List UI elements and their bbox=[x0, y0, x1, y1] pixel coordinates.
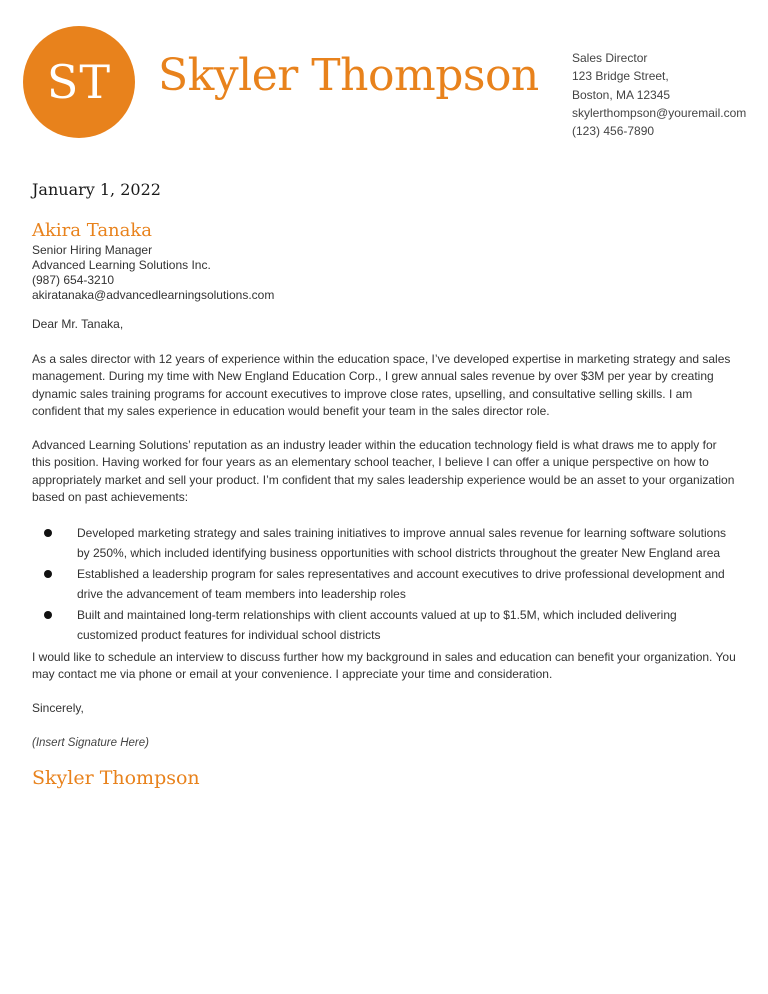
bullet-icon bbox=[44, 529, 52, 537]
achievement-text: Built and maintained long-term relationships with client accounts valued at up to $1.5M, which included delivering customized product features for individual school districts bbox=[77, 607, 677, 642]
recipient-phone: (987) 654-3210 bbox=[32, 273, 115, 287]
letter-header bbox=[0, 0, 768, 150]
salutation: Dear Mr. Tanaka, bbox=[32, 317, 124, 331]
paragraph-motivation: Advanced Learning Solutions’ reputation as an industry leader within the education technology field is what draws me to apply for this position. Having worked for four years as an elementary school teacher, I believe I can offer a unique perspective on how to appropriately market and sell your product. I’m confident that my sales leadership experience would be an asset to your organization based on past achievements: bbox=[32, 437, 735, 504]
paragraph-closing: I would like to schedule an interview to discuss further how my background in sales and education can benefit your organization. You may contact me via phone or email at your convenience. I appreciate your time and consideration. bbox=[32, 649, 736, 681]
monogram-initials: ST bbox=[46, 55, 112, 109]
list-item bbox=[32, 523, 738, 564]
achievements-list bbox=[32, 523, 738, 646]
bullet-icon bbox=[44, 611, 52, 619]
signature-placeholder: (Insert Signature Here) bbox=[32, 737, 149, 749]
list-item bbox=[32, 564, 738, 605]
sender-address-line2: Boston, MA 12345 bbox=[572, 87, 671, 102]
sender-name-heading: Skyler Thompson bbox=[158, 50, 539, 101]
paragraph-intro: As a sales director with 12 years of experience within the education space, I’ve developed expertise in marketing strategy and sales management. During my time with New England Education Corp., I grew annual sales revenue by over $3M per year by creating dynamic sales training programs for account executives to improve close rates, upselling, and consultative selling skills. I am confident that my sales experience in education would benefit your team in the sales director role. bbox=[32, 351, 731, 418]
sender-contact-block bbox=[572, 49, 746, 140]
letter-body bbox=[32, 180, 738, 789]
sender-email: skylerthompson@youremail.com bbox=[572, 105, 747, 120]
signoff-name: Skyler Thompson bbox=[32, 766, 200, 789]
list-item bbox=[32, 605, 738, 646]
monogram-badge bbox=[23, 26, 135, 138]
achievement-text: Established a leadership program for sales representatives and account executives to drive professional development and drive the advancement of team members into leadership roles bbox=[77, 566, 725, 601]
achievement-text: Developed marketing strategy and sales training initiatives to improve annual sales revenue for learning software solutions by 250%, which included identifying business opportunities with school districts throughout the greater New England area bbox=[77, 525, 727, 560]
recipient-company: Advanced Learning Solutions Inc. bbox=[32, 258, 211, 272]
recipient-details bbox=[32, 243, 738, 303]
closing-phrase: Sincerely, bbox=[32, 700, 84, 715]
bullet-icon bbox=[44, 570, 52, 578]
sender-address-line1: 123 Bridge Street, bbox=[572, 69, 669, 84]
sender-title: Sales Director bbox=[572, 51, 648, 65]
recipient-email: akiratanaka@advancedlearningsolutions.com bbox=[32, 288, 275, 302]
recipient-title: Senior Hiring Manager bbox=[32, 243, 153, 257]
recipient-name: Akira Tanaka bbox=[32, 220, 153, 241]
letter-date: January 1, 2022 bbox=[32, 180, 161, 199]
sender-phone: (123) 456-7890 bbox=[572, 124, 655, 139]
